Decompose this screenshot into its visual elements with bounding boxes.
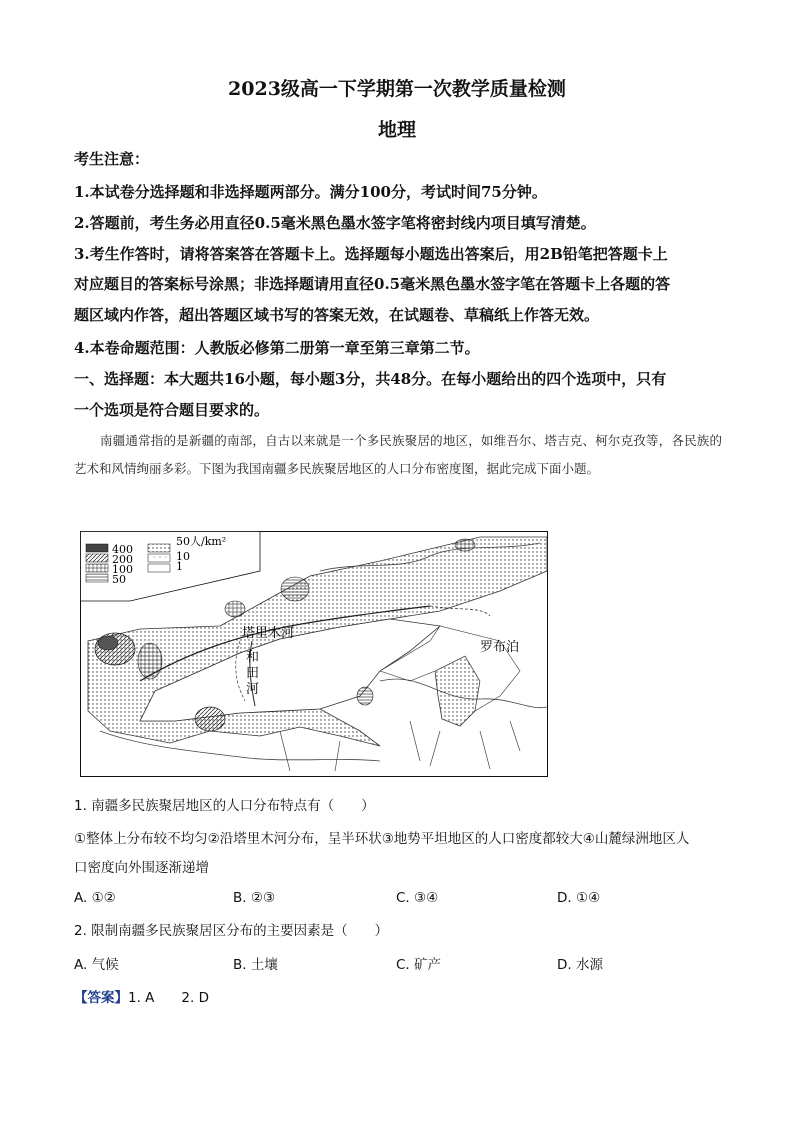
density-patch xyxy=(138,643,162,679)
label-hetian-river-3: 河 xyxy=(246,682,260,697)
answer-line xyxy=(74,986,209,1006)
q1-option-c[interactable]: C. ③④ xyxy=(396,890,439,906)
density-patch-hotan xyxy=(195,707,225,731)
q2-option-c[interactable]: C. 矿产 xyxy=(396,957,442,973)
notice-line: 对应题目的答案标号涂黑；非选择题请用直径0.5毫米黑色墨水签字笔在答题卡上各题的答 xyxy=(74,275,671,293)
exam-title: 2023级高一下学期第一次教学质量检测 xyxy=(228,78,566,100)
legend-label-400: 400 xyxy=(112,543,133,556)
label-hetian-river-2: 田 xyxy=(246,666,260,681)
section-heading-cont: 一个选项是符合题目要求的。 xyxy=(74,401,270,419)
legend-swatch-400 xyxy=(86,544,108,552)
question-2-stem: 2. 限制南疆多民族聚居区分布的主要因素是（ ） xyxy=(74,923,389,939)
q2-option-b[interactable]: B. 土壤 xyxy=(233,957,278,973)
density-patch xyxy=(357,687,373,705)
q1-option-b[interactable]: B. ②③ xyxy=(233,890,276,906)
legend-label-200: 200 xyxy=(112,553,133,566)
notice-line: 题区域内作答，超出答题区域书写的答案无效，在试题卷、草稿纸上作答无效。 xyxy=(74,306,600,324)
reading-passage: 南疆通常指的是新疆的南部，自古以来就是一个多民族聚居的地区，如维吾尔、塔吉克、柯尔克孜等，各民族的艺术和风情绚丽多彩。下图为我国南疆多民族聚居地区的人口分布密度图，据此完成下面小题。 xyxy=(74,433,722,476)
legend-swatch-200 xyxy=(86,554,108,562)
density-patch-aksu xyxy=(281,577,309,601)
label-hetian-river-1: 和 xyxy=(246,650,260,665)
legend-swatch-0 xyxy=(148,564,170,572)
question-1-detail: ①整体上分布较不均匀②沿塔里木河分布，呈半环状③地势平坦地区的人口密度都较大④山麓绿洲地区人 xyxy=(74,831,690,847)
q2-option-d[interactable]: D. 水源 xyxy=(557,957,603,973)
legend-label-50: 50 xyxy=(112,573,126,586)
legend-label-100: 100 xyxy=(112,563,133,576)
legend-swatch-1 xyxy=(148,554,170,562)
question-1-detail-cont: 口密度向外围逐渐递增 xyxy=(74,860,209,876)
q2-option-a[interactable]: A. 气候 xyxy=(74,957,119,973)
notice-line: 1.本试卷分选择题和非选择题两部分。满分100分，考试时间75分钟。 xyxy=(74,183,547,201)
notice-line: 3.考生作答时，请将答案答在答题卡上。选择题每小题选出答案后，用2B铅笔把答题卡上 xyxy=(74,245,668,263)
legend-unit: 50人/km² xyxy=(176,535,227,548)
label-tarim-river: 塔里木河 xyxy=(242,626,295,641)
legend-swatch-10 xyxy=(148,544,170,552)
label-lop-nur: 罗布泊 xyxy=(480,640,520,655)
section-heading: 一、选择题：本大题共16小题，每小题3分，共48分。在每小题给出的四个选项中，只有 xyxy=(74,370,667,388)
legend-label-10: 10 xyxy=(176,550,190,563)
legend-swatch-100 xyxy=(86,564,108,572)
notice-line: 2.答题前，考生务必用直径0.5毫米黑色墨水签字笔将密封线内项目填写清楚。 xyxy=(74,214,596,232)
density-peak xyxy=(98,636,118,650)
legend-swatch-50 xyxy=(86,574,108,582)
notice-heading: 考生注意： xyxy=(74,150,150,168)
exam-subject: 地理 xyxy=(377,119,416,141)
notice-line: 4.本卷命题范围：人教版必修第二册第一章至第三章第二节。 xyxy=(74,339,480,357)
question-1-stem: 1. 南疆多民族聚居地区的人口分布特点有（ ） xyxy=(74,798,375,814)
q1-option-a[interactable]: A. ①② xyxy=(74,890,116,906)
legend-label-1: 1 xyxy=(176,560,183,573)
q1-option-d[interactable]: D. ①④ xyxy=(557,890,601,906)
population-density-map xyxy=(80,531,548,777)
answer-tag: 【答案】 xyxy=(74,990,128,1006)
density-patch xyxy=(225,601,245,617)
answer-text: 1. A 2. D xyxy=(128,990,209,1006)
